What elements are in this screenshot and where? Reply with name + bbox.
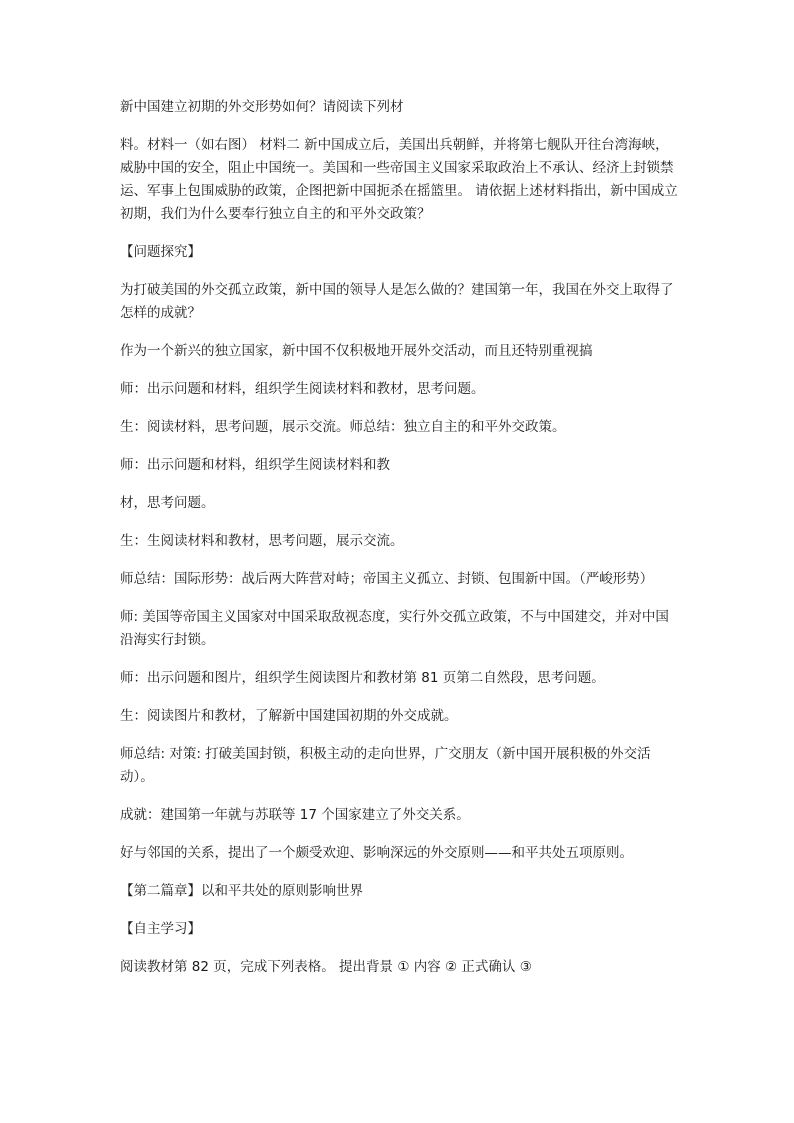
student-line-3: 生：阅读图片和教材，了解新中国建国初期的外交成就。 bbox=[120, 708, 458, 724]
question-intro: 新中国建立初期的外交形势如何？请阅读下列材 bbox=[120, 99, 404, 115]
principles-line: 好与邻国的关系，提出了一个颇受欢迎、影响深远的外交原则——和平共处五项原则。 bbox=[120, 845, 633, 861]
teacher-line-3: 师: 美国等帝国主义国家对中国采取敌视态度，实行外交孤立政策，不与中国建交，并对中国沿海实行封锁。 bbox=[120, 609, 669, 648]
chapter-heading: 【第二篇章】以和平共处的原则影响世界 bbox=[120, 883, 363, 899]
student-line-1: 生：阅读材料，思考问题，展示交流。师总结：独立自主的和平外交政策。 bbox=[120, 419, 566, 435]
paragraph-new-nation: 作为一个新兴的独立国家，新中国不仅积极地开展外交活动，而且还特别重视搞 bbox=[120, 343, 593, 359]
achievement-line: 成就：建国第一年就与苏联等 17 个国家建立了外交关系。 bbox=[120, 807, 470, 823]
teacher-summary-2: 师总结: 对策: 打破美国封锁，积极主动的走向世界，广交朋友（新中国开展积极的外交活动）。 bbox=[120, 746, 651, 785]
student-line-2: 生：生阅读材料和教材，思考问题，展示交流。 bbox=[120, 533, 404, 549]
section-heading-self-study: 【自主学习】 bbox=[120, 921, 201, 937]
document-body bbox=[120, 96, 680, 994]
teacher-summary-1: 师总结：国际形势：战后两大阵营对峙；帝国主义孤立、封锁、包围新中国。（严峻形势） bbox=[120, 571, 654, 587]
teacher-line-2: 师：出示问题和材料，组织学生阅读材料和教 bbox=[120, 457, 390, 473]
teacher-line-1: 师：出示问题和材料，组织学生阅读材料和教材，思考问题。 bbox=[120, 381, 485, 397]
section-heading-inquiry: 【问题探究】 bbox=[120, 244, 201, 260]
material-paragraph: 料。材料一（如右图） 材料二 新中国成立后，美国出兵朝鲜，并将第七舰队开往台湾海峡，威胁中国的安全，阻止中国统一。美国和一些帝国主义国家采取政治上不承认、经济上封锁禁运、军事上包围威胁的政策，企图把新中国扼杀在摇篮里。 请依据上述材料指出，新中国成立初期，我们为什么要奉行独立自主的和平外交政策？ bbox=[120, 137, 678, 222]
inquiry-question: 为打破美国的外交孤立政策，新中国的领导人是怎么做的？建国第一年，我国在外交上取得了怎样的成就？ bbox=[120, 282, 674, 321]
table-instruction: 阅读教材第 82 页，完成下列表格。 提出背景 ① 内容 ② 正式确认 ③ bbox=[120, 959, 532, 975]
teacher-line-4: 师：出示问题和图片，组织学生阅读图片和教材第 81 页第二自然段，思考问题。 bbox=[120, 670, 605, 686]
teacher-line-2-continued: 材，思考问题。 bbox=[120, 495, 215, 511]
